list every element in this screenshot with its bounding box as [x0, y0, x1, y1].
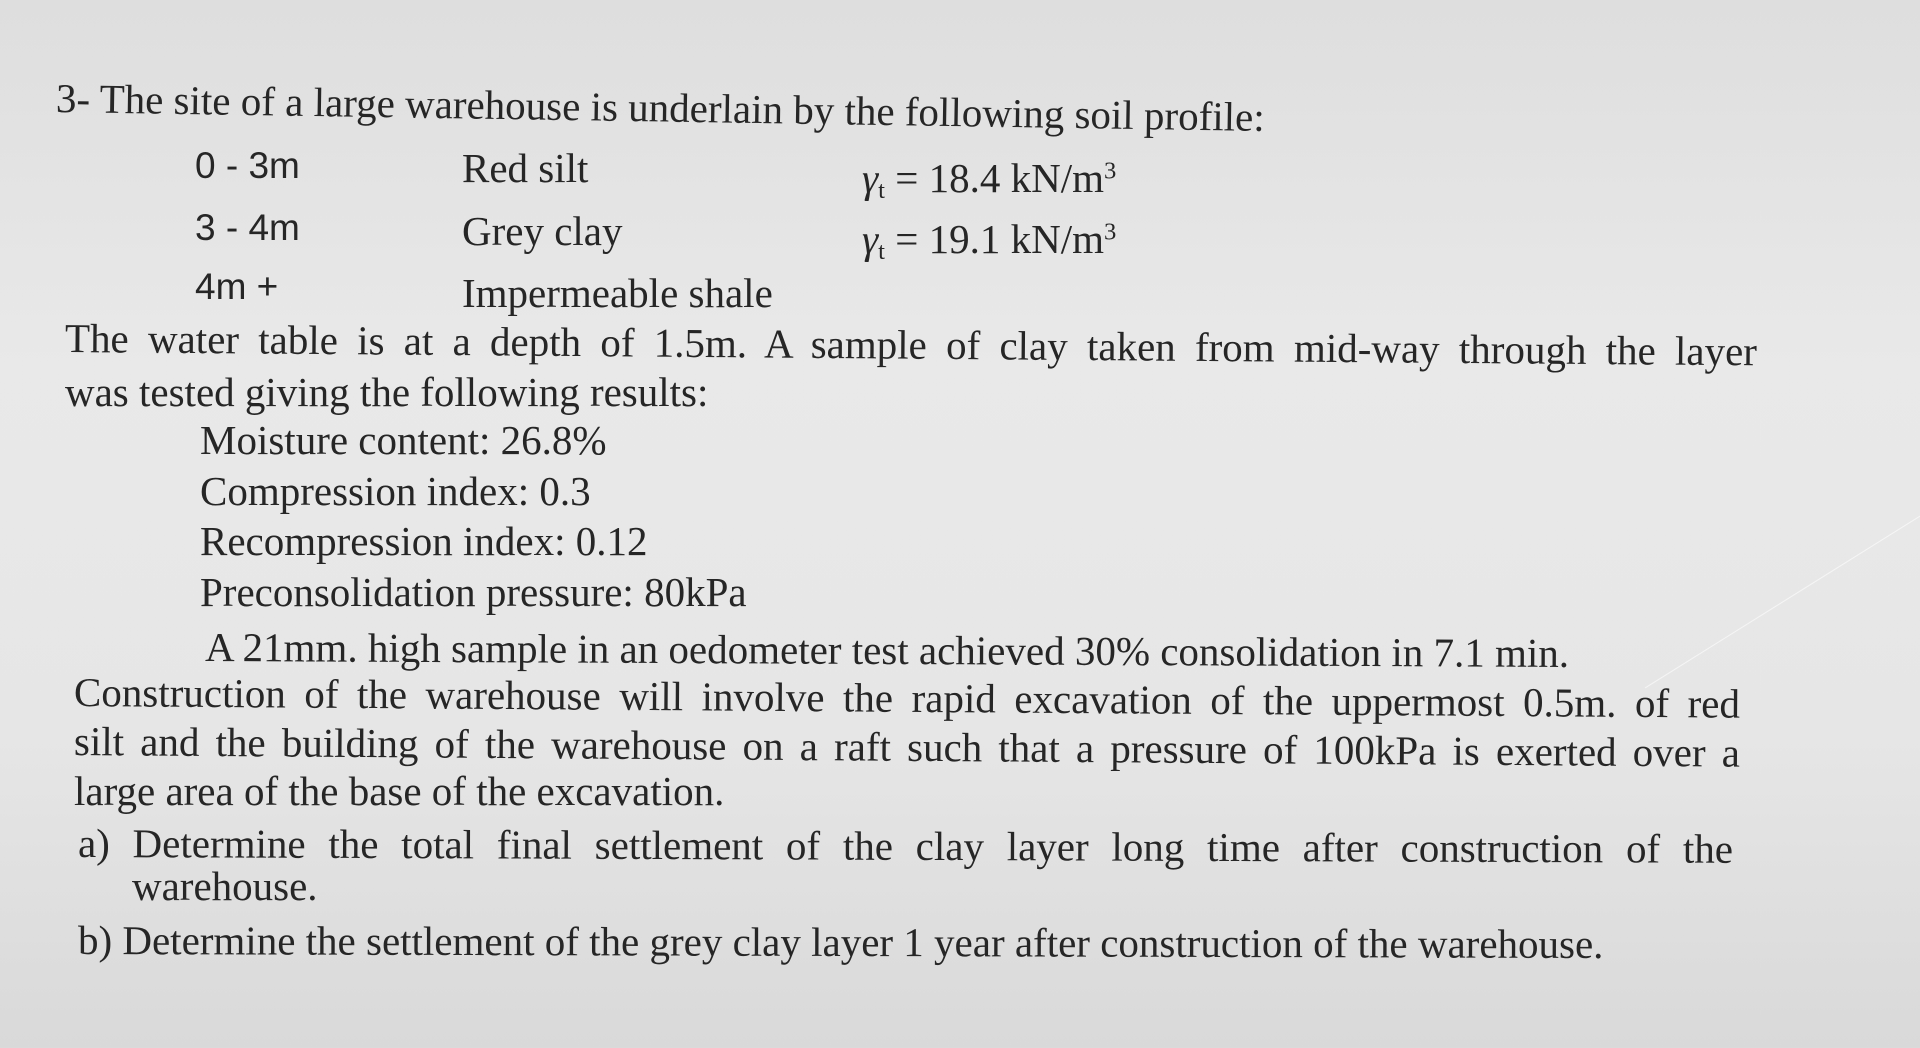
- soil-unit-weight-1: [862, 155, 1117, 205]
- gamma-subscript-1: t: [878, 177, 885, 205]
- question-a-line-2: warehouse.: [132, 863, 318, 909]
- paragraph-1-line-2: was tested giving the following results:: [65, 369, 709, 415]
- soil-material-1: Red silt: [462, 145, 589, 191]
- soil-unit-weight-2: [862, 216, 1117, 266]
- result-recompression-index: Recompression index: 0.12: [200, 518, 648, 564]
- gamma-symbol-2: γ: [862, 216, 879, 262]
- oedometer-line: A 21mm. high sample in an oedometer test achieved 30% consolidation in 7.1 min.: [204, 624, 1570, 676]
- question-a-line-1: a) Determine the total final settlement of the clay layer long time after construction of the: [77, 820, 1734, 872]
- result-preconsolidation-pressure: Preconsolidation pressure: 80kPa: [200, 569, 747, 615]
- problem-heading: 3- The site of a large warehouse is underlain by the following soil profile:: [55, 75, 1266, 140]
- soil-depth-1: 0 - 3m: [195, 145, 300, 186]
- construction-line-1: Construction of the warehouse will involve the rapid excavation of the uppermost 0.5m. of red: [73, 669, 1741, 727]
- paragraph-1-line-1: The water table is at a depth of 1.5m. A sample of clay taken from mid-way through the layer: [64, 315, 1758, 375]
- gamma-subscript-2: t: [878, 238, 885, 266]
- construction-line-3: large area of the base of the excavation.: [74, 768, 725, 814]
- light-glare: [1645, 513, 1920, 689]
- soil-depth-2: 3 - 4m: [195, 207, 300, 248]
- unit-weight-exponent-2: 3: [1104, 218, 1117, 246]
- result-compression-index: Compression index: 0.3: [200, 468, 591, 514]
- soil-depth-3: 4m +: [195, 266, 279, 307]
- unit-weight-exponent-1: 3: [1104, 157, 1117, 185]
- gamma-symbol-1: γ: [862, 155, 879, 201]
- question-b: b) Determine the settlement of the grey clay layer 1 year after construction of the warehouse.: [77, 917, 1604, 967]
- construction-line-2: silt and the building of the warehouse on a raft such that a pressure of 100kPa is exerted over a: [73, 718, 1741, 776]
- unit-weight-value-1: = 18.4 kN/m: [885, 155, 1105, 201]
- soil-material-3: Impermeable shale: [462, 270, 773, 316]
- soil-material-2: Grey clay: [462, 208, 623, 254]
- result-moisture-content: Moisture content: 26.8%: [200, 417, 607, 463]
- unit-weight-value-2: = 19.1 kN/m: [885, 216, 1105, 262]
